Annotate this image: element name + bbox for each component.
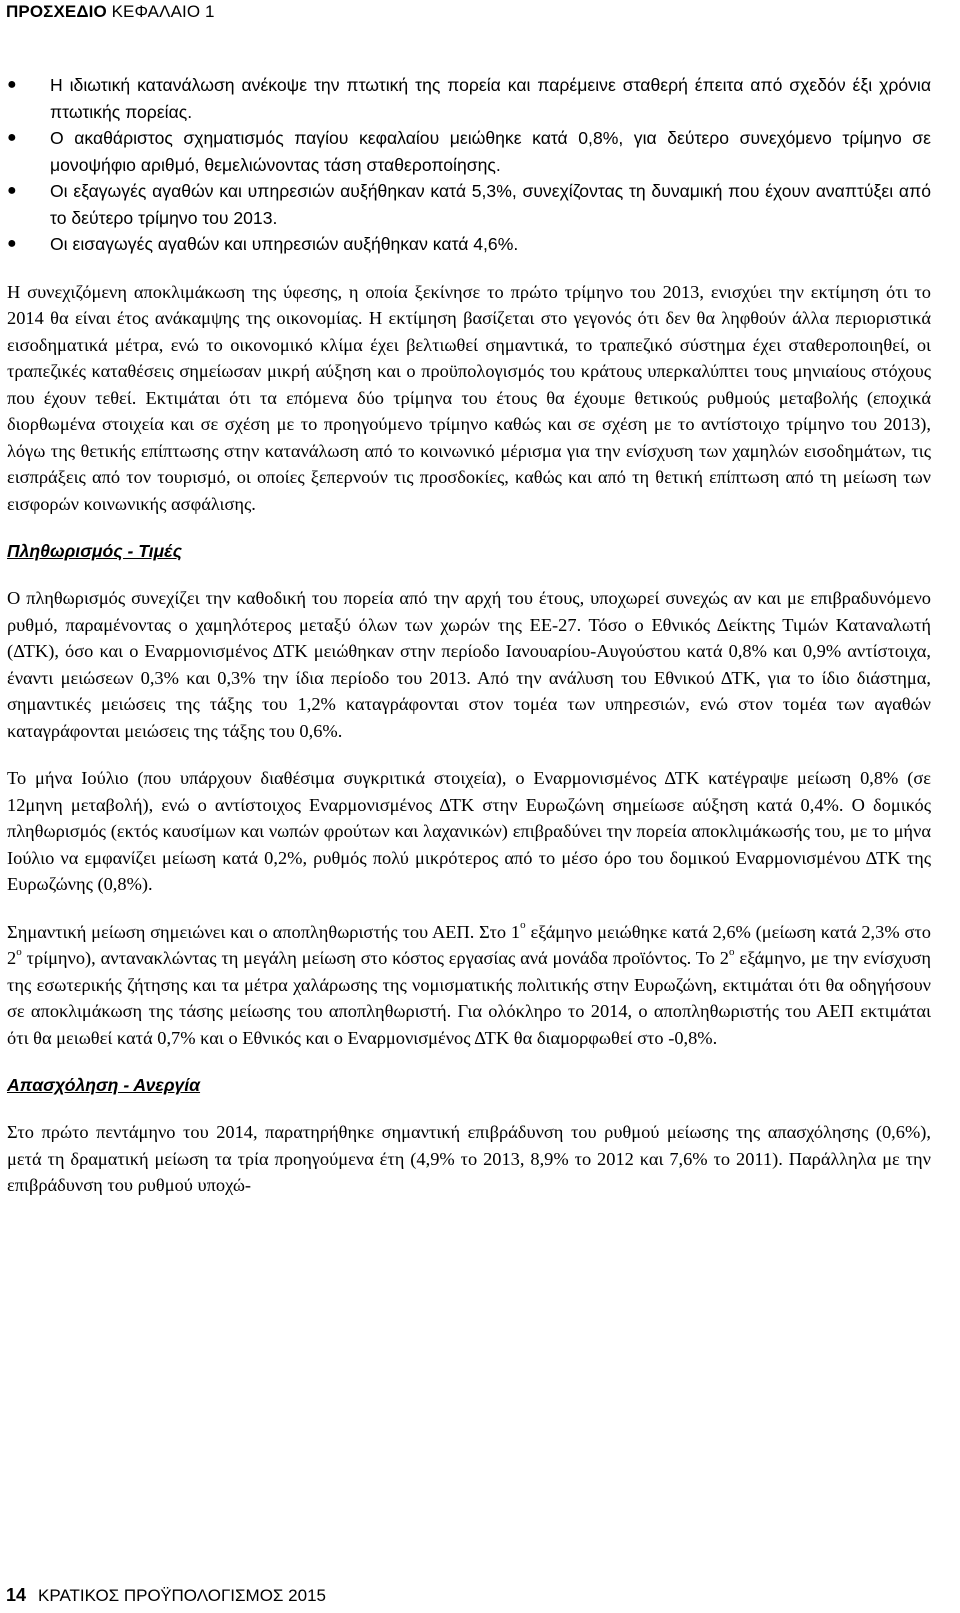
- list-item-text: Οι εξαγωγές αγαθών και υπηρεσιών αυξήθηκαν κατά 5,3%, συνεχίζοντας τη δυναμική που έχουν αναπτύξει από το δεύτερο τρίμηνο του 2013.: [50, 181, 931, 228]
- inflation-paragraph-2: Το μήνα Ιούλιο (που υπάρχουν διαθέσιμα συγκριτικά στοιχεία), ο Εναρμονισμένος ΔΤΚ κατέγραψε μείωση 0,8% (σε 12μηνη μεταβολή), ενώ ο αντίστοιχος Εναρμονισμένος ΔΤΚ στην Ευρωζώνη σημείωσε αύξηση κατά 0,4%. Ο δομικός πληθωρισμός (εκτός καυσίμων και νωπών φρούτων και λαχανικών) επιβραδύνει την πορεία αποκλιμάκωσής του, με το μήνα Ιούλιο να εμφανίζει μείωση κατά 0,2%, ρυθμός πολύ μικρότερος από το μέσο όρο του δομικού Εναρμονισμένου ΔΤΚ της Ευρωζώνης (0,8%).: [7, 768, 931, 894]
- list-item: [7, 231, 931, 258]
- list-item-text: Ο ακαθάριστος σχηματισμός παγίου κεφαλαίου μειώθηκε κατά 0,8%, για δεύτερο συνεχόμενο τρίμηνο σε μονοψήφιο αριθμό, θεμελιώνοντας τάση σταθεροποίησης.: [50, 128, 931, 175]
- list-item: [7, 178, 931, 231]
- document-body: [7, 72, 931, 1199]
- inflation-paragraph-3: Σημαντική μείωση σημειώνει και ο αποπληθωριστής του ΑΕΠ. Στο $1^o$ εξάμηνο μειώθηκε κατά 2,6% (μείωση κατά 2,3% στο $2^o$ τρίμηνο), αντανακλώντας τη μεγάλη μείωση στο κόστος εργασίας ανά μονάδα προϊόντος. Το $2^o$ εξάμηνο, με την ενίσχυση της εσωτερικής ζήτησης και τα μέτρα χαλάρωσης της νομισματικής πολιτικής στην Ευρωζώνη, εκτιμάται ότι θα οδηγήσουν σε αποκλιμάκωση της τάσης μείωσης του αποπληθωριστή. Για ολόκληρο το 2014, ο αποπληθωριστής του ΑΕΠ εκτιμάται ότι θα μειωθεί κατά 0,7% και ο Εθνικός και ο Εναρμονισμένος ΔΤΚ θα διαμορφωθεί στο -0,8%.: [7, 919, 931, 1048]
- employment-paragraph-1: Στο πρώτο πεντάμηνο του 2014, παρατηρήθηκε σημαντική επιβράδυνση του ρυθμού μείωσης της απασχόλησης (0,6%), μετά τη δραματική μείωση τα τρία προηγούμενα έτη (4,9% το 2013, 8,9% το 2012 και 7,6% το 2011). Παράλληλα με την επιβράδυνση του ρυθμού υποχώ-: [7, 1122, 931, 1195]
- page-number: 14: [6, 1585, 27, 1605]
- bullet-icon: ●: [7, 182, 17, 199]
- bullet-icon: ●: [7, 129, 17, 146]
- list-item-text: Οι εισαγωγές αγαθών και υπηρεσιών αυξήθηκαν κατά 4,6%.: [50, 234, 519, 254]
- key-points-list: [7, 72, 931, 258]
- bullet-icon: ●: [7, 235, 17, 252]
- bullet-icon: ●: [7, 76, 17, 93]
- section-heading-inflation: Πληθωρισμός - Τιμές: [7, 541, 182, 561]
- inflation-paragraph-1: Ο πληθωρισμός συνεχίζει την καθοδική του πορεία από την αρχή του έτους, υποχωρεί συνεχώς αν και με επιβραδυνόμενο ρυθμό, παραμένοντας ο χαμηλότερος μεταξύ όλων των χωρών της ΕΕ-27. Τόσο ο Εθνικός Δείκτης Τιμών Καταναλωτή (ΔΤΚ), όσο και ο Εναρμονισμένος ΔΤΚ μειώθηκαν στην περίοδο Ιανουαρίου-Αυγούστου κατά 0,8% και 0,9% αντίστοιχα, έναντι μειώσεων 0,3% και 0,3% την ίδια περίοδο του 2013. Από την ανάλυση του Εθνικού ΔΤΚ, για το ίδιο διάστημα, σημαντικές μειώσεις της τάξης του 1,2% καταγράφονται στον τομέα των υπηρεσιών, ενώ στον τομέα των αγαθών καταγράφονται μειώσεις της τάξης του 0,6%.: [7, 588, 931, 741]
- section-heading-employment: Απασχόληση - Ανεργία: [7, 1075, 201, 1095]
- header-chapter-label: ΚΕΦΑΛΑΙΟ 1: [106, 2, 215, 21]
- footer-title: ΚΡΑΤΙΚΟΣ ΠΡΟΫΠΟΛΟΓΙΣΜΟΣ 2015: [38, 1586, 326, 1605]
- list-item-text: Η ιδιωτική κατανάλωση ανέκοψε την πτωτική της πορεία και παρέμεινε σταθερή έπειτα από σχεδόν έξι χρόνια πτωτικής πορείας.: [50, 75, 931, 122]
- intro-paragraph: Η συνεχιζόμενη αποκλιμάκωση της ύφεσης, η οποία ξεκίνησε το πρώτο τρίμηνο του 2013, ενισχύει την εκτίμηση ότι το 2014 θα είναι έτος ανάκαμψης της οικονομίας. Η εκτίμηση βασίζεται στο γεγονός ότι δεν θα ληφθούν άλλα περιοριστικά εισοδηματικά μέτρα, ενώ το οικονομικό κλίμα έχει βελτιωθεί σημαντικά, το τραπεζικό σύστημα έχει σταθεροποιηθεί, οι τραπεζικές καταθέσεις σημείωσαν μικρή αύξηση και ο προϋπολογισμός του κράτους υπερκαλύπτει τους μηνιαίους στόχους που έχουν τεθεί. Εκτιμάται ότι τα επόμενα δύο τρίμηνα του έτους θα έχουμε θετικούς ρυθμούς μεταβολής (εποχικά διορθωμένα στοιχεία και σε σχέση με το προηγούμενο τρίμηνο καθώς και σε σχέση με το αντίστοιχο τρίμηνο του 2013), λόγω της θετικής επίπτωσης στην κατανάλωση από το κοινωνικό μέρισμα για την ενίσχυση των χαμηλών εισοδημάτων, τις εισπράξεις από τον τουρισμό, οι οποίες ξεπερνούν τις προσδοκίες, καθώς και από τη θετική επίπτωση από τη μείωση των εισφορών κοινωνικής ασφάλισης.: [7, 281, 931, 514]
- page-footer: [6, 1585, 326, 1606]
- header-draft-label: ΠΡΟΣΧΕΔΙΟ: [6, 2, 107, 21]
- page-header: [6, 2, 215, 22]
- list-item: [7, 72, 931, 125]
- list-item: [7, 125, 931, 178]
